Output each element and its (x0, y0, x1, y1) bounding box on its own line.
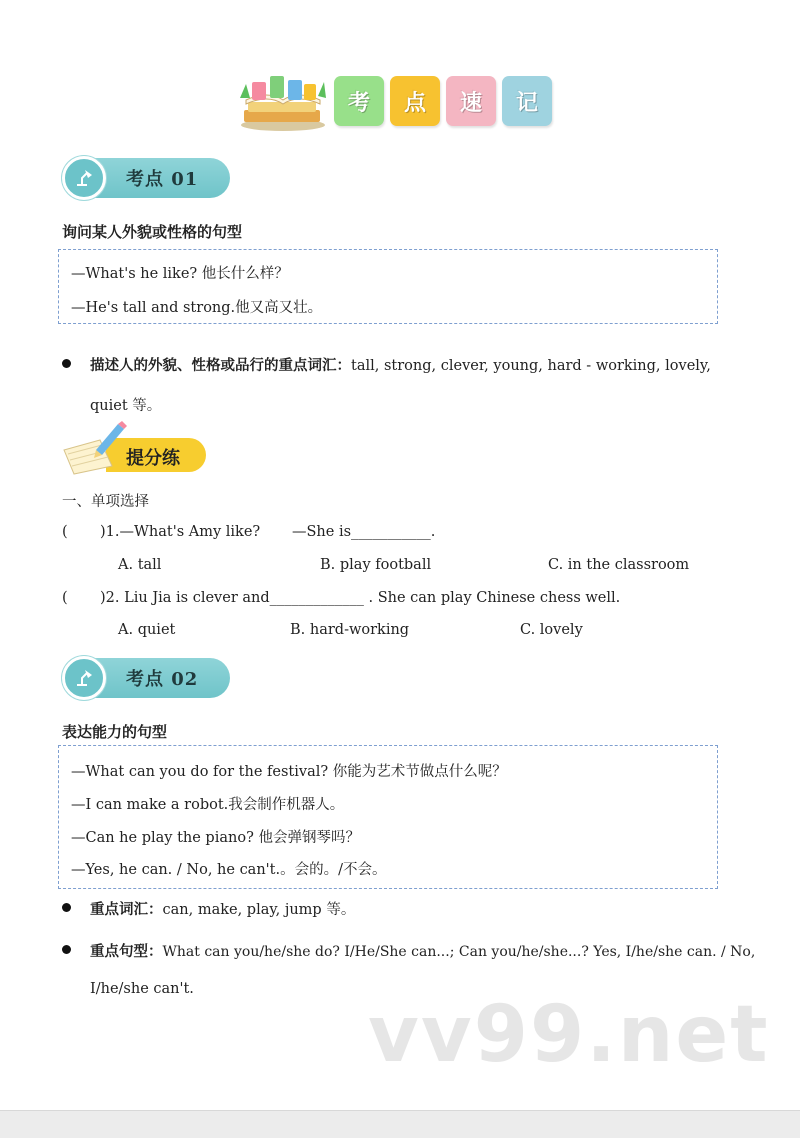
example-line: —He's tall and strong.他又高又壮。 (71, 300, 323, 316)
example-line: —What's he like? 他长什么样？ (71, 266, 289, 282)
page-bottom-strip (0, 1110, 800, 1138)
lamp-icon (62, 656, 106, 700)
pill-label: 考点 02 (126, 669, 199, 690)
header-banner (238, 70, 558, 132)
q2-option-b: B. hard-working (290, 622, 410, 638)
q2-stem: )2. Liu Jia is clever and_____________ . She can play Chinese chess well. (100, 590, 621, 606)
pill-label: 考点 01 (126, 169, 199, 190)
bullet-dot (62, 359, 71, 368)
section2-heading: 表达能力的句型 (62, 723, 168, 741)
q1-paren: ( (62, 524, 68, 540)
example-line: —I can make a robot.我会制作机器人。 (71, 797, 345, 813)
banner-tile: 记 (502, 76, 552, 126)
q2-paren: ( (62, 590, 68, 606)
q1-option-b: B. play football (320, 557, 432, 573)
q2-option-a: A. quiet (118, 622, 176, 638)
bullet-continuation: quiet 等。 (90, 398, 162, 414)
banner-tile: 点 (390, 76, 440, 126)
lamp-icon (62, 156, 106, 200)
banner-title-tiles (334, 76, 552, 126)
section1-heading: 询问某人外貌或性格的句型 (62, 223, 243, 241)
practice-badge (60, 420, 210, 476)
bullet-text: What can you/he/she do? I/He/She can...; Can you/he/she...? Yes, I/he/she can. / No, (162, 944, 756, 960)
section-pill-02 (62, 656, 232, 700)
bullet-continuation: I/he/she can't. (90, 981, 194, 997)
q2-option-c: C. lovely (520, 622, 583, 638)
bullet-text: can, make, play, jump 等。 (162, 902, 356, 918)
q1-stem: )1.—What's Amy like? (100, 524, 261, 540)
section-pill-01 (62, 156, 232, 200)
section1-example-box (58, 249, 718, 324)
section2-example-box (58, 745, 718, 889)
q1-answer-blank: —She is___________. (292, 524, 436, 540)
watermark: vv99.net (368, 990, 770, 1080)
example-line: —Can he play the piano? 他会弹钢琴吗？ (71, 830, 360, 846)
bullet-label: 重点词汇： (90, 902, 163, 918)
q1-option-a: A. tall (118, 557, 162, 573)
bullet-dot (62, 903, 71, 912)
bullet-text: tall, strong, clever, young, hard - working, lovely, (351, 358, 711, 374)
q1-option-c: C. in the classroom (548, 557, 690, 573)
banner-tile: 速 (446, 76, 496, 126)
books-abc-icon (238, 70, 328, 132)
example-line: —Yes, he can. / No, he can't.。会的。/不会。 (71, 862, 387, 878)
bullet-label: 重点句型： (90, 944, 163, 960)
bullet-label: 描述人的外貌、性格或品行的重点词汇： (90, 358, 351, 374)
banner-tile: 考 (334, 76, 384, 126)
exercise-subtitle: 一、单项选择 (62, 494, 149, 510)
bullet-dot (62, 945, 71, 954)
example-line: —What can you do for the festival? 你能为艺术节做点什么呢？ (71, 764, 507, 780)
notepad-pencil-icon (60, 420, 130, 476)
practice-label: 提分练 (126, 448, 180, 469)
